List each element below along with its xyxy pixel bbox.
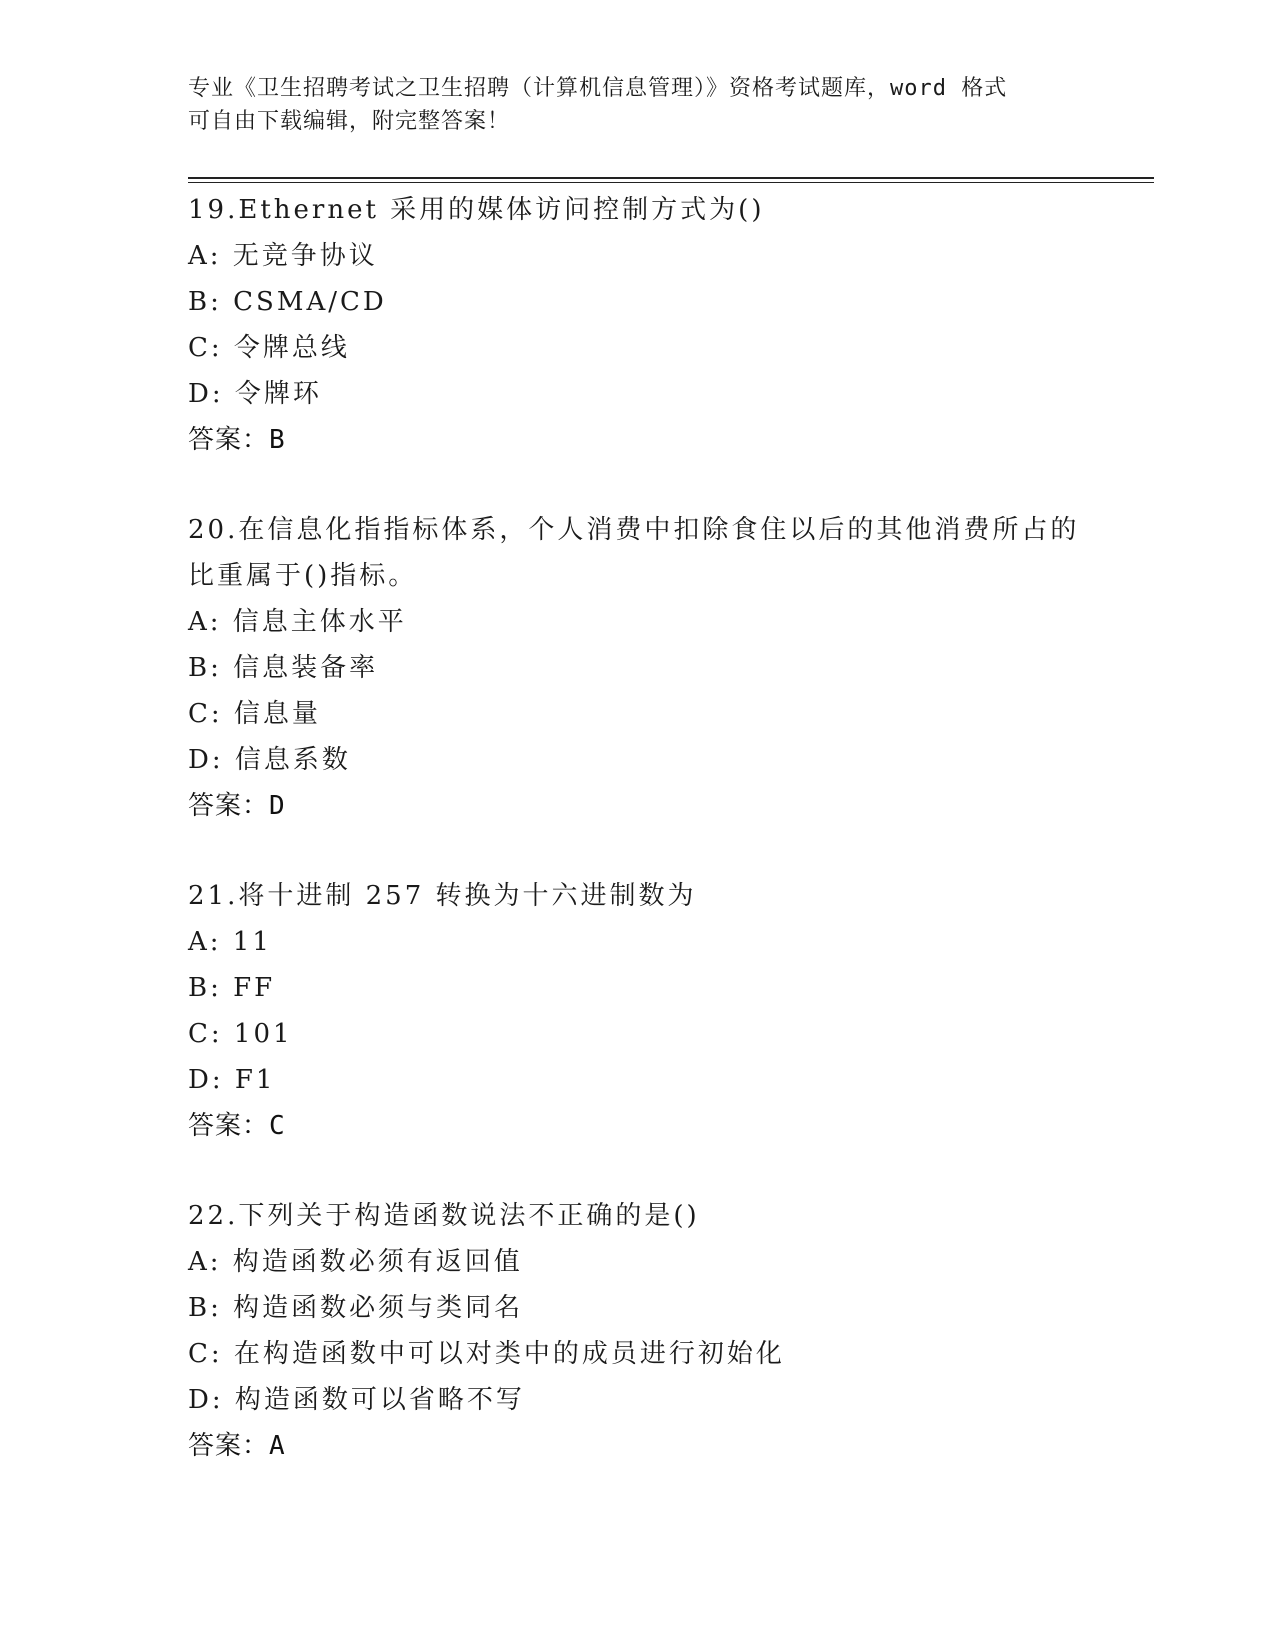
question-block [188,187,1088,463]
question-text: 20.在信息化指指标体系，个人消费中扣除食住以后的其他消费所占的 [188,515,1080,545]
answer-label: 答案：A [188,1431,286,1461]
question-text: 21.将十进制 257 转换为十六进制数为 [188,881,697,911]
option-b: B: 构造函数必须与类同名 [188,1293,524,1323]
option-d: D: 构造函数可以省略不写 [188,1385,525,1415]
question-text-continued: 比重属于()指标。 [188,561,418,591]
header-divider-thin [188,182,1154,183]
option-c: C: 101 [188,1019,293,1049]
header-line-1: 专业《卫生招聘考试之卫生招聘（计算机信息管理）》资格考试题库，word 格式 [188,76,1008,101]
question-list [188,187,1088,1469]
option-b: B: CSMA/CD [188,287,387,317]
option-c: C: 信息量 [188,699,321,729]
question-block [188,873,1088,1149]
question-text: 22.下列关于构造函数说法不正确的是() [188,1201,700,1231]
option-a: A: 构造函数必须有返回值 [188,1247,523,1277]
question-block [188,507,1088,829]
question-block [188,1193,1088,1469]
option-b: B: FF [188,973,276,1003]
answer-label: 答案：B [188,425,286,455]
option-d: D: F1 [188,1065,276,1095]
option-a: A: 无竞争协议 [188,241,378,271]
header-line-2: 可自由下载编辑，附完整答案！ [188,109,511,134]
document-header [188,72,1088,138]
header-divider-thick [188,177,1154,179]
option-b: B: 信息装备率 [188,653,379,683]
option-c: C: 在构造函数中可以对类中的成员进行初始化 [188,1339,785,1369]
option-d: D: 令牌环 [188,379,322,409]
option-d: D: 信息系数 [188,745,351,775]
option-a: A: 11 [188,927,272,957]
answer-label: 答案：C [188,1111,286,1141]
question-text: 19.Ethernet 采用的媒体访问控制方式为() [188,195,765,225]
answer-label: 答案：D [188,791,286,821]
option-a: A: 信息主体水平 [188,607,407,637]
option-c: C: 令牌总线 [188,333,350,363]
